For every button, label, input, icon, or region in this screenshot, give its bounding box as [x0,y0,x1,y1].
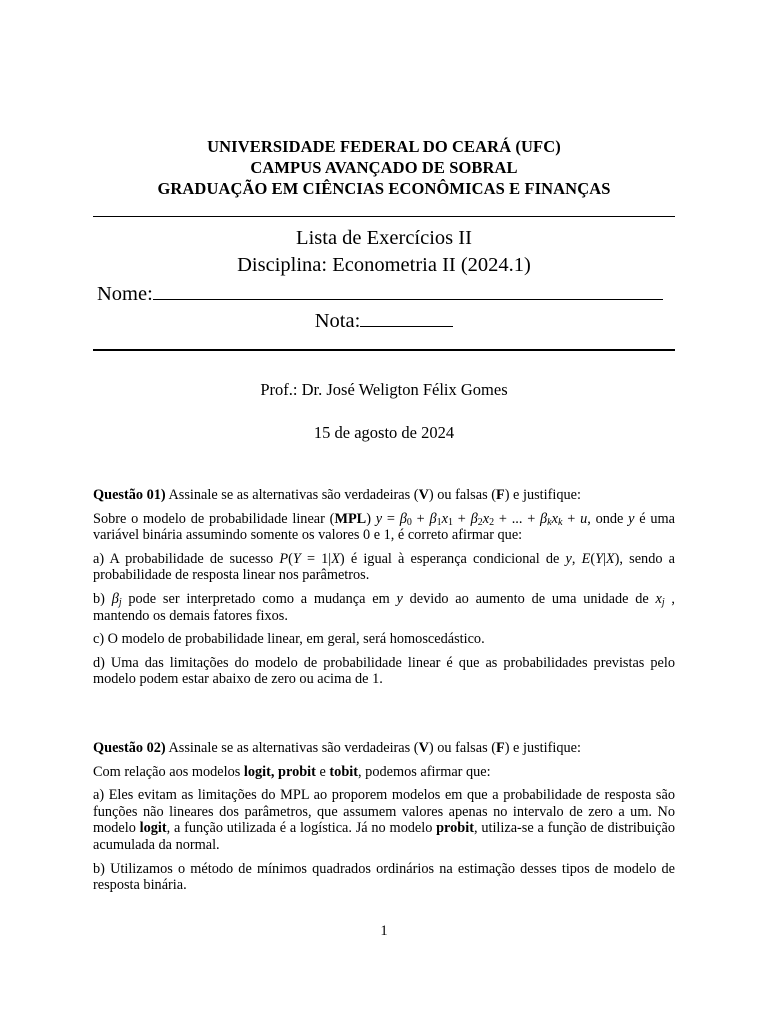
expectation-expression [582,551,620,567]
math-paren: ( [590,550,596,567]
question-02-label: Questão 02) [93,740,166,756]
intro-text: , podemos afirmar que: [358,763,491,780]
question-01-item-c: c) O modelo de probabilidade linear, em geral, será homoscedástico. [93,631,485,648]
page-number: 1 [380,923,388,939]
false-marker: F [495,487,505,503]
math-sub: k [557,516,563,528]
institution-header [0,136,768,199]
math-sub: j [118,596,122,608]
item-text: , [571,550,582,567]
math-E: E [581,550,591,567]
header-campus: CAMPUS AVANÇADO DE SOBRAL [250,158,518,177]
math-Y: Y [292,550,301,567]
false-marker: F [495,740,505,756]
math-sub: 2 [489,516,495,528]
mpl-equation [376,511,587,527]
question-01-intro [93,511,675,544]
question-02-instruction [93,740,675,757]
math-y: y [565,550,572,567]
question-01-label: Questão 01) [93,487,166,503]
name-field-row [97,280,663,308]
tobit-name: tobit [329,763,359,780]
question-02-instr-text: Assinale se as alternativas são verdadeiras ( [165,740,419,756]
math-sub: 1 [447,516,453,528]
item-text: devido ao aumento de uma unidade de [402,590,656,607]
question-01-item-a [93,551,675,584]
item-text: , mantendo os demais fatores fixos. [93,590,676,624]
math-beta: β [399,510,407,527]
bottom-divider [93,349,675,351]
name-label: Nome: [97,283,153,305]
probit-name: probit [436,820,474,837]
math-beta: β [111,590,119,607]
math-plus: + [411,510,430,527]
math-P: P [279,550,289,567]
header-program: GRADUAÇÃO EM CIÊNCIAS ECONÔMICAS E FINANÇAS [157,179,611,198]
grade-blank-line [360,307,453,327]
math-plus: + [562,510,581,527]
math-beta: β [429,510,437,527]
math-Y: Y [595,550,604,567]
math-paren: ( [288,550,293,567]
math-beta: β [470,510,478,527]
math-sub: k [547,516,552,528]
item-text: pode ser interpretado como a mudança em [121,590,397,607]
discipline-title: Disciplina: Econometria II (2024.1) [237,254,531,276]
question-02-instr-text: ) e justifique: [504,740,581,756]
document-date: 15 de agosto de 2024 [313,423,455,442]
intro-text: ) [366,510,376,527]
math-x: x [482,510,490,527]
math-paren: ) [614,550,620,567]
math-sub: 2 [477,516,483,528]
question-02-item-a [93,787,675,853]
math-plus: + [452,510,471,527]
math-x: x [655,590,662,607]
item-text: b) [93,590,112,607]
math-paren: ) [339,550,345,567]
math-sub: j [661,596,665,608]
question-01-item-d: d) Uma das limitações do modelo de probabilidade linear é que as probabilidades previstas pelo modelo podem estar abaixo de zero ou acima de 1. [93,654,675,688]
math-equals: = [382,510,400,527]
math-y: y [375,510,383,527]
math-u: u [580,510,588,527]
question-02-item-b: b) Utilizamos o método de mínimos quadrados ordinários na estimação desses tipos de modelo de resposta binária. [93,860,675,894]
professor-name: Prof.: Dr. José Weligton Félix Gomes [260,380,508,399]
question-02-instr-text: ) ou falsas ( [428,740,496,756]
math-eq-one: = 1| [300,550,332,567]
models-names: logit, probit [243,763,316,780]
question-02 [93,740,675,894]
grade-label: Nota: [314,310,361,332]
math-dots: + ... + [494,510,541,527]
math-X: X [331,550,340,567]
question-01-item-b [93,591,675,624]
intro-text: , onde [587,510,629,527]
logit-name: logit [139,820,167,837]
question-01 [93,487,675,688]
list-title: Lista de Exercícios II [296,227,472,249]
mpl-acronym: MPL [334,510,367,527]
math-sub: 0 [406,516,412,528]
question-01-instr-text: Assinale se as alternativas são verdadeiras ( [165,487,419,503]
question-02-intro [93,764,675,781]
math-X: X [605,550,615,567]
intro-text: Com relação aos modelos [93,763,244,780]
true-marker: V [418,487,429,503]
math-bar: | [603,550,606,567]
math-x: x [551,510,558,527]
name-blank-line [153,280,663,300]
intro-text: é uma variável binária assumindo somente os valores 0 e 1, é correto afirmar que: [93,510,676,544]
question-01-instruction [93,487,675,504]
question-01-instr-text: ) e justifique: [504,487,581,503]
intro-text: e [315,763,330,780]
item-text: é igual à esperança condicional de [344,550,566,567]
item-text: , a função utilizada é a logística. Já no modelo [166,820,437,837]
math-y: y [396,590,403,607]
math-sub: 1 [436,516,442,528]
grade-field-row [0,307,768,335]
header-university: UNIVERSIDADE FEDERAL DO CEARÁ (UFC) [207,137,561,156]
question-01-instr-text: ) ou falsas ( [428,487,496,503]
top-divider [93,216,675,217]
title-block [0,225,768,279]
item-text: a) Eles evitam as limitações do MPL ao proporem modelos em que a probabilidade de resposta são funções não lineares dos parâmetros, que assumem valores apenas no intervalo de zero a um. No modelo [93,787,675,837]
intro-text: Sobre o modelo de probabilidade linear ( [93,510,335,527]
math-x: x [441,510,448,527]
item-text: a) A probabilidade de sucesso [93,550,280,567]
math-beta: β [540,510,548,527]
item-text: , utiliza-se a função de distribuição acumulada da normal. [93,820,675,853]
prob-expression [279,551,344,567]
item-text: , sendo a probabilidade de resposta linear nos parâmetros. [93,550,675,584]
math-y: y [628,510,635,527]
true-marker: V [418,740,429,756]
